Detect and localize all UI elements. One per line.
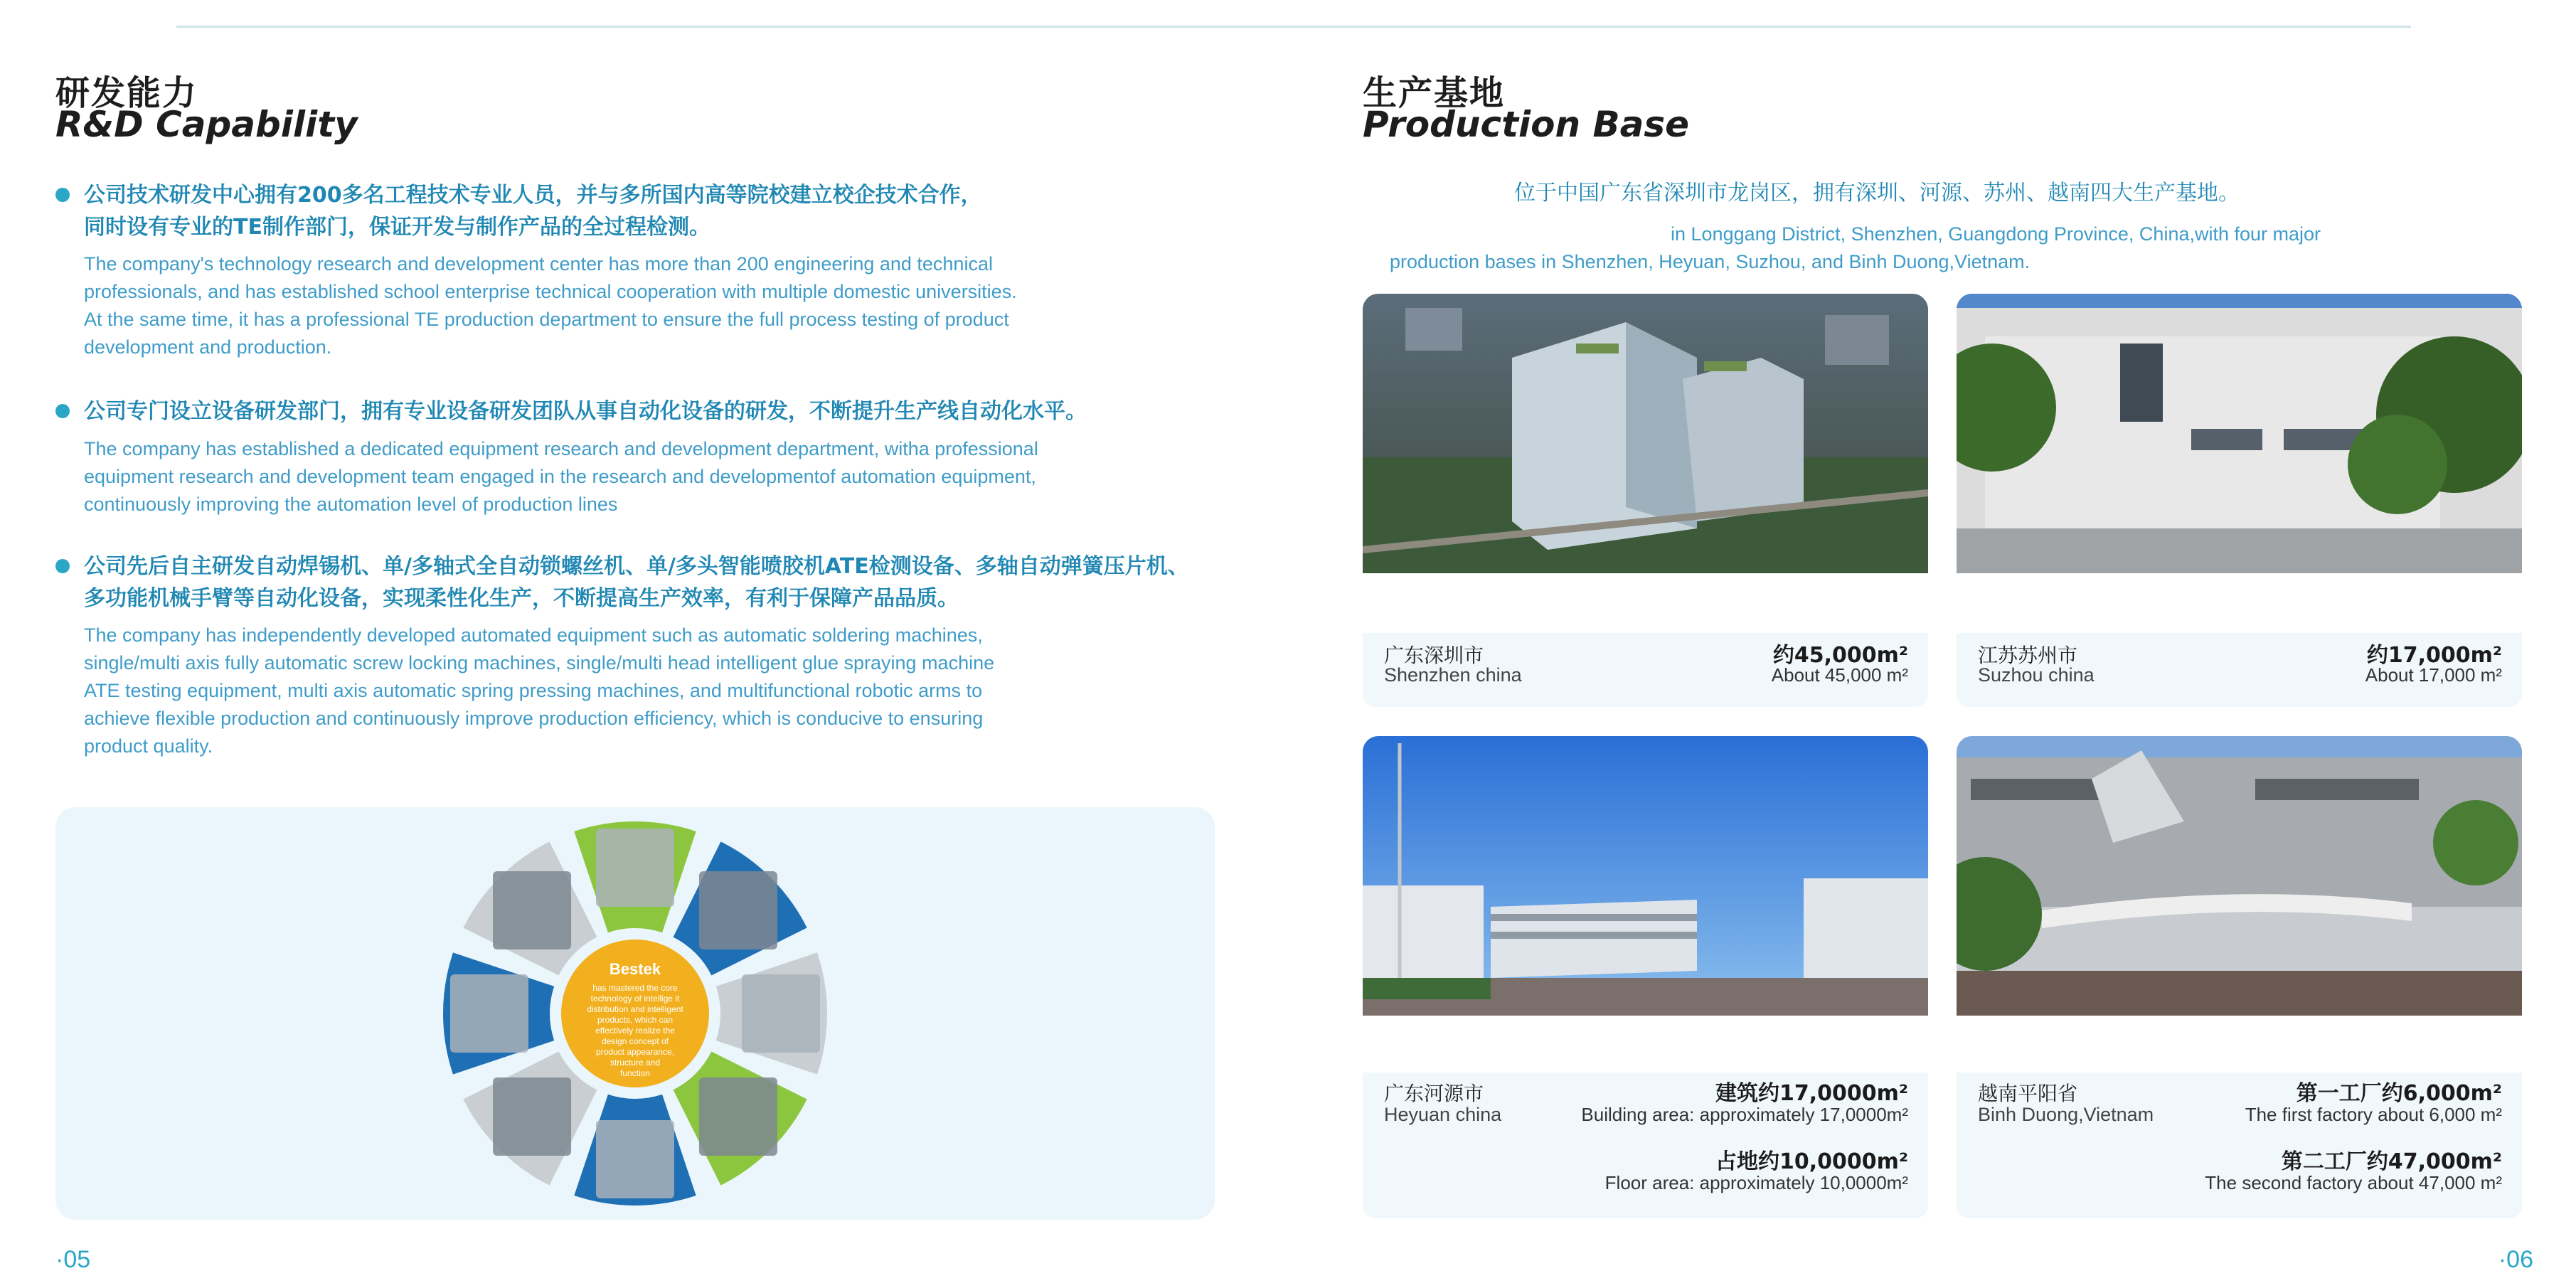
equipment-photo [699,1077,777,1156]
base-area-zh: 第一工厂约6,000m² [2296,1081,2502,1106]
bullet-item [55,395,1222,538]
page-number: ·06 [2498,1246,2533,1273]
base-city-en: Suzhou china [1978,664,2095,686]
base-area-en: The first factory about 6,000 m² [2245,1104,2502,1125]
binh-duong-base-photo [1957,736,2522,1016]
section-title-en: R&D Capability [55,104,358,145]
center-description-line: technology of intellige it [590,994,680,1004]
base-area-en: The second factory about 47,000 m² [2205,1172,2502,1193]
bullet-item [55,179,1222,371]
center-description-line: has mastered the core [592,983,678,993]
heyuan-base-photo [1363,736,1928,1016]
center-description-line: product appearance, [595,1047,675,1057]
center-description-line: function [619,1068,651,1078]
section-title-en: Production Base [1363,104,1690,145]
center-description-line: structure and [610,1058,661,1068]
bullet-dot-icon [55,404,70,418]
base-city-zh: 越南平阳省 [1978,1082,2078,1105]
equipment-ring-diagram [55,807,1215,1220]
bullet-text-zh: 公司技术研发中心拥有200多名工程技术专业人员，并与多所国内高等院校建立校企技术合作， 同时设有专业的TE制作部门，保证开发与制作产品的全过程检测。 [84,183,982,240]
heyuan-base-info [1363,1073,1928,1218]
center-title: Bestek [609,960,661,978]
equipment-photo [493,871,571,949]
equipment-photo [596,829,674,907]
bullet-dot-icon [55,559,70,573]
center-description-line: products, which can [597,1015,674,1025]
shenzhen-base-photo [1363,294,1928,573]
bullet-text-zh: 公司先后自主研发自动焊锡机、单/多轴式全自动锁螺丝机、单/多头智能喷胶机ATE检测设备、多轴自动弹簧压片机、 多功能机械手臂等自动化设备，实现柔性化生产，不断提高生产效率，有利于保障产品品质。 [84,554,1189,611]
bullet-item [55,550,1222,778]
base-area-zh: 约45,000m² [1772,643,1908,668]
base-area-zh: 约17,000m² [2366,643,2502,668]
base-area-en: Floor area: approximately 10,0000m² [1604,1172,1908,1193]
base-area-en: About 17,000 m² [2365,664,2502,686]
page-number: ·05 [55,1246,91,1273]
center-description-line: distribution and intelligent [587,1004,683,1014]
base-city-zh: 广东深圳市 [1384,644,1484,667]
bullet-text-en: The company's technology research and development center has more than 200 engineering and technical professionals, and has established school enterprise technical cooperation with multiple domestic universities. At the same time, it has a professional TE production department to ensure the full process testing of product development and production. [84,253,1017,358]
equipment-photo [493,1077,571,1156]
base-city-zh: 广东河源市 [1384,1082,1484,1105]
base-area-zh: 第二工厂约47,000m² [2281,1149,2502,1174]
suzhou-base-photo [1957,294,2522,573]
suzhou-base-info [1957,633,2522,707]
equipment-photo [742,974,820,1053]
center-description-line: effectively realize the [595,1026,675,1036]
bullet-dot-icon [55,188,70,202]
right-page [1288,0,2576,1288]
intro-text-en: in Longgang District, Shenzhen, Guangdong Province, China,with four major production bases in Shenzhen, Heyuan, Suzhou, and Binh Duong,Vietnam. [1390,223,2321,272]
equipment-photo [596,1120,674,1198]
bullet-text-en: The company has established a dedicated equipment research and development department, witha professional equipment research and development team engaged in the research and developmentof automation equipment, continuously improving the automation level of production lines [84,438,1038,515]
base-area-zh: 建筑约17,0000m² [1715,1081,1908,1106]
center-description-line: design concept of [601,1036,669,1046]
base-area-zh: 占地约10,0000m² [1715,1149,1908,1174]
section-title-zh: 生产基地 [1363,73,1506,113]
base-area-en: About 45,000 m² [1771,664,1908,686]
intro-text-zh: 位于中国广东省深圳市龙岗区，拥有深圳、河源、苏州、越南四大生产基地。 [1514,181,2240,206]
bullet-text-zh: 公司专门设立设备研发部门，拥有专业设备研发团队从事自动化设备的研发，不断提升生产线自动化水平。 [84,399,1087,424]
binh-duong-base-info [1957,1073,2522,1218]
base-area-en: Building area: approximately 17,0000m² [1581,1104,1908,1125]
base-city-en: Binh Duong,Vietnam [1978,1104,2154,1125]
equipment-photo [450,974,528,1053]
shenzhen-base-info [1363,633,1928,707]
equipment-photo [699,871,777,949]
base-city-en: Shenzhen china [1384,664,1522,686]
base-city-zh: 江苏苏州市 [1978,644,2078,667]
base-city-en: Heyuan china [1384,1104,1502,1125]
section-title-zh: 研发能力 [55,73,198,113]
bullet-text-en: The company has independently developed automated equipment such as automatic soldering machines, single/multi axis fully automatic screw locking machines, single/multi head intelligent glue spraying machine ATE testing equipment, multi axis automatic spring pressing machines, and multifunctional robotic arms to achieve flexible production and continuously improve production efficiency, which is conducive to ensuring product quality. [84,624,995,757]
equipment-diagram-card [55,807,1215,1220]
